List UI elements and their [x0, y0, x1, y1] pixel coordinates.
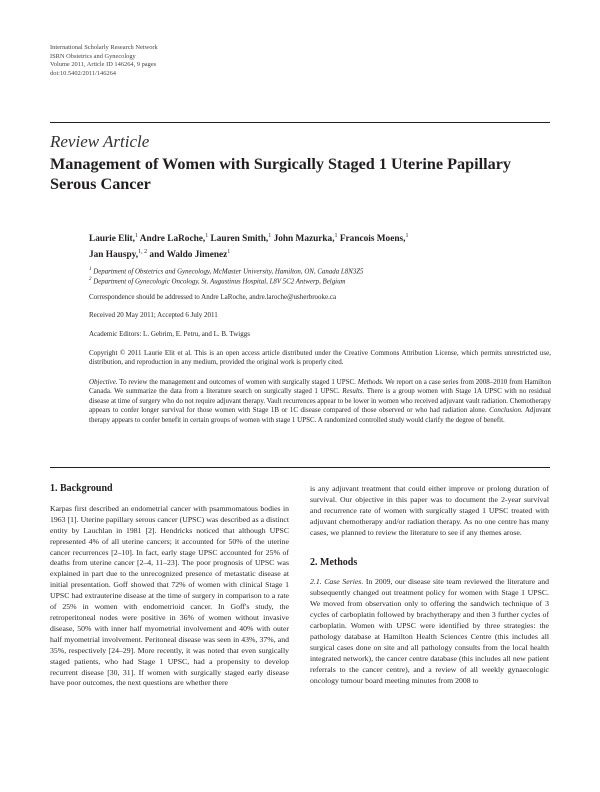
background-continued: is any adjuvant treatment that could either improve or prolong duration of survival. Our objective in this paper was to document the 2-year survival and recurrence rate of women with surgically staged 1 UPSC treated with adjuvant chemotherapy and/or radiation therapy. As no one centre has many cases, we planned to review the literature to see if any themes arose. [310, 484, 549, 537]
journal-doi: doi:10.5402/2011/146264 [50, 69, 116, 77]
author: and Waldo Jimenez$^1$ [149, 249, 231, 261]
header-divider [50, 122, 550, 123]
copyright: Copyright © 2011 Laurie Elit et al. This is an open access article distributed under the Creative Commons Attribution License, which permits unrestricted use, distribution, and reproduction in any medium, provided the original work is properly cited. [89, 349, 551, 367]
journal-network: International Scholarly Research Network [50, 44, 158, 51]
affiliation: $^2$ Department of Gynecologic Oncology, St. Augustinus Hospital, L8V 5C2 Antwerp, Belgium [89, 277, 346, 286]
academic-editors: Academic Editors: L. Gebrim, E. Petru, and L. B. Twiggs [89, 330, 250, 338]
background-paragraph: Karpas first described an endometrial cancer with psammomatous bodies in 1963 [1]. Uterine papillary serous cancer (UPSC) was described as a distinct entity by Lauchlan in 1981 [2]. Hendricks noticed that although UPSC represented 4% of all uterine cancers; it accounted for 50% of the uterine cancer recurrences [2–10]. In fact, early stage UPSC accounted for 25% of deaths from uterine cancer [2–4, 11–23]. The poor prognosis of UPSC was explained in part due to the unrecognized presence of metastatic disease at initial presentation. Goff showed that 72% of women with clinical Stage 1 UPSC had extrauterine disease at the time of surgery in comparison to a rate of 25% in women with endometrioid cancer. In Goff's study, the retroperitoneal nodes were positive in 36% of women without invasive disease, 50% with inner half myometrial involvement and 40% with outer half myometrial involvement. Peritoneal disease was seen in 43%, 37%, and 35%, respectively [24–29]. More recently, it was noted that even surgically staged patients, who had Stage 1 UPSC, had a propensity to develop recurrent disease [30, 31]. If women with surgically staged early disease have poor outcomes, the next questions are whether there [50, 503, 289, 688]
article-type: Review Article [50, 132, 150, 151]
left-column [50, 484, 289, 689]
right-column [310, 484, 549, 687]
results-text: There is a group women with Stage 1A UPSC with no residual disease at time of surgery who do not require adjuvant therapy. Vault recurrences appear to be lower in women who received adjuvant vault radiation. Chemotherapy appears to confer longer survival for those women with Stage 1B or 1C disease compared of those observed or who had radiation alone. [89, 387, 551, 415]
author: Andre LaRoche,$^1$ [139, 233, 209, 245]
author: Jan Hauspy,$^{1, 2}$ [89, 249, 148, 261]
methods-text: We report on a case series from 2008–2010 from Hamilton Canada. We summarize the data from a literature search on surgically staged 1 UPSC. [89, 378, 552, 396]
author: Lauren Smith,$^1$ [210, 233, 272, 245]
author: Francois Moens,$^1$ [339, 233, 409, 245]
results-label: Results. [342, 387, 365, 396]
author: Laurie Elit,$^1$ [89, 233, 138, 245]
affiliation: $^1$ Department of Obstetrics and Gynecology, McMaster University, Hamilton, ON, Canada L8N3Z5 [89, 267, 364, 276]
methods-body: In 2009, our disease site team reviewed the literature and subsequently changed out treatment policy for women with Stage 1 UPSC. We moved from observation only to offering the sandwich technique of 3 cycles of carboplatin followed by brachytherapy and then 3 further cycles of carboplatin. Women with UPSC were identified by three strategies: the pathology database at Hamilton Health Sciences Centre (this includes all surgical cases done on site and all pathology consults from the local health integrated network), the cancer centre database (this includes all new patient referrals to the cancer centre), and a review of all weekly gynaecologic oncology tumour board meeting minutes from 2008 to [310, 577, 549, 685]
objective-label: Objective. [89, 378, 118, 386]
journal-info [50, 44, 158, 78]
abstract [89, 378, 551, 425]
objective-text: To review the management and outcomes of women with surgically staged 1 UPSC. [119, 378, 356, 386]
journal-volume: Volume 2011, Article ID 146264, 9 pages [50, 61, 157, 69]
methods-paragraph [310, 577, 549, 686]
correspondence-email[interactable]: andre.laroche@usherbrooke.ca [249, 293, 337, 301]
abstract-divider [50, 467, 550, 468]
correspondence: Correspondence should be addressed to Andre LaRoche, andre.laroche@usherbrooke.ca [89, 293, 337, 301]
author: John Mazurka,$^1$ [273, 233, 338, 245]
conclusion-text: Adjuvant therapy appears to confer benefit in certain groups of women with stage 1 UPSC. A randomized controlled study would clarify the degree of benefit. [89, 406, 551, 424]
journal-name: ISRN Obstetrics and Gynecology [50, 52, 136, 60]
paper-title: Management of Women with Surgically Staged 1 Uterine Papillary Serous Cancer [50, 155, 512, 193]
author-list [89, 230, 519, 262]
subsection-label: 2.1. Case Series. [310, 577, 364, 587]
dates: Received 20 May 2011; Accepted 6 July 2011 [89, 311, 218, 319]
methods-label: Methods. [357, 378, 384, 386]
section-heading: 1. Background [50, 483, 113, 494]
section-heading: 2. Methods [310, 556, 358, 568]
conclusion-label: Conclusion. [489, 406, 523, 415]
